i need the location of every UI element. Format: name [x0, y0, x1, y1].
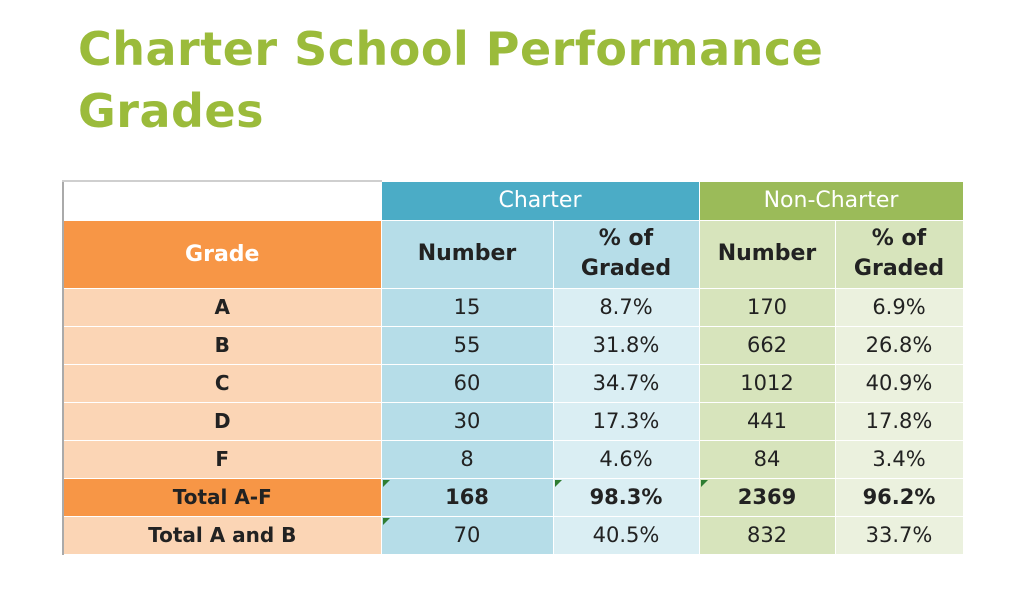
charter-pct-header: % of Graded: [553, 220, 699, 288]
noncharter-number-ab: 832: [699, 516, 835, 554]
charter-number-cell: 8: [381, 440, 553, 478]
charter-pct-cell: 8.7%: [553, 288, 699, 326]
total-row: [63, 478, 963, 516]
noncharter-pct-cell: 17.8%: [835, 402, 963, 440]
noncharter-pct-cell: 6.9%: [835, 288, 963, 326]
charter-number-cell: 15: [381, 288, 553, 326]
page-title: Charter School Performance Grades: [78, 22, 824, 138]
charter-number-cell: 60: [381, 364, 553, 402]
grade-label: B: [63, 326, 381, 364]
charter-pct-total: 98.3%: [553, 478, 699, 516]
noncharter-number-cell: 84: [699, 440, 835, 478]
charter-group-header: Charter: [381, 181, 699, 220]
grade-label: A: [63, 288, 381, 326]
table-row: [63, 288, 963, 326]
noncharter-pct-cell: 26.8%: [835, 326, 963, 364]
total-a-and-b-label: Total A and B: [63, 516, 381, 554]
charter-pct-ab: 40.5%: [553, 516, 699, 554]
grade-label: C: [63, 364, 381, 402]
table-row: [63, 402, 963, 440]
charter-number-total: 168: [381, 478, 553, 516]
performance-grades-table: [62, 180, 964, 555]
charter-number-header: Number: [381, 220, 553, 288]
noncharter-pct-header: % of Graded: [835, 220, 963, 288]
charter-pct-cell: 31.8%: [553, 326, 699, 364]
charter-pct-cell: 17.3%: [553, 402, 699, 440]
noncharter-number-cell: 662: [699, 326, 835, 364]
noncharter-pct-ab: 33.7%: [835, 516, 963, 554]
grade-column-header: Grade: [63, 220, 381, 288]
charter-number-cell: 55: [381, 326, 553, 364]
noncharter-number-cell: 170: [699, 288, 835, 326]
noncharter-pct-cell: 3.4%: [835, 440, 963, 478]
table-corner-cell: [63, 181, 381, 220]
noncharter-pct-cell: 40.9%: [835, 364, 963, 402]
charter-pct-cell: 4.6%: [553, 440, 699, 478]
total-a-f-label: Total A-F: [63, 478, 381, 516]
noncharter-number-header: Number: [699, 220, 835, 288]
charter-number-cell: 30: [381, 402, 553, 440]
table-row: [63, 364, 963, 402]
noncharter-pct-total: 96.2%: [835, 478, 963, 516]
noncharter-number-cell: 1012: [699, 364, 835, 402]
charter-pct-cell: 34.7%: [553, 364, 699, 402]
noncharter-number-cell: 441: [699, 402, 835, 440]
total-ab-row: [63, 516, 963, 554]
table-row: [63, 440, 963, 478]
noncharter-number-total: 2369: [699, 478, 835, 516]
noncharter-group-header: Non-Charter: [699, 181, 963, 220]
grade-label: D: [63, 402, 381, 440]
charter-number-ab: 70: [381, 516, 553, 554]
table-row: [63, 326, 963, 364]
grade-label: F: [63, 440, 381, 478]
